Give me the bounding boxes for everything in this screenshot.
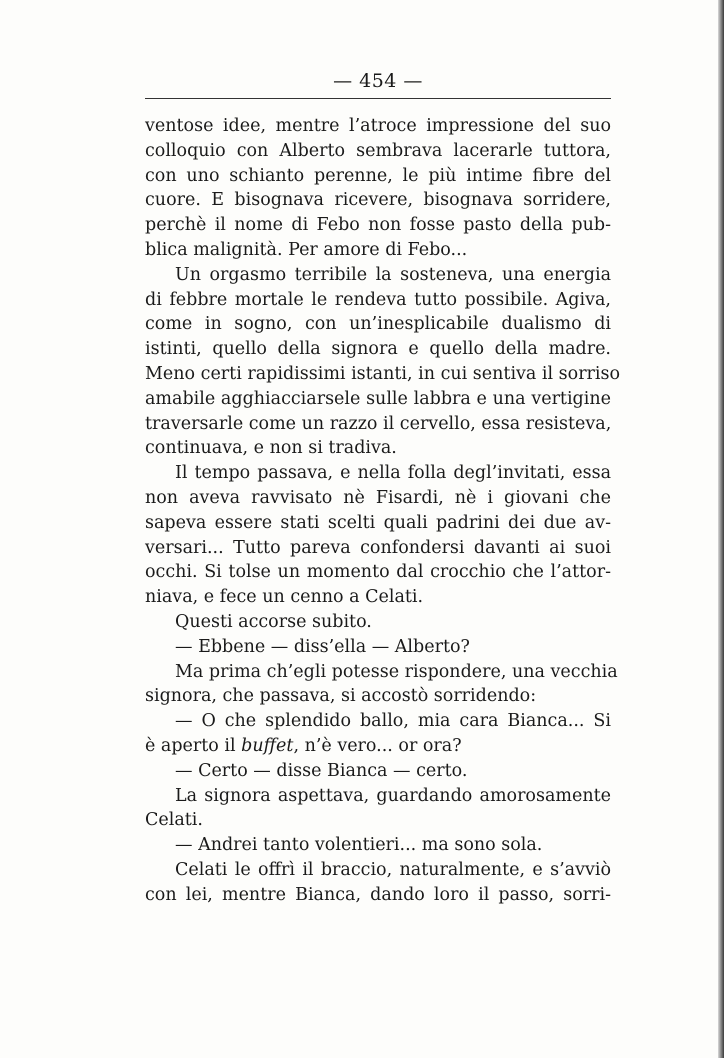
italic-word: buffet [241, 735, 294, 756]
text-line: Celati le offrì il braccio, naturalmente, e s’avviò [175, 859, 611, 880]
text-line: traversarle come un razzo il cervello, essa resisteva, [145, 413, 612, 434]
text-line: con lei, mentre Bianca, dando loro il passo, sorri- [145, 884, 611, 905]
text-line: — O che splendido ballo, mia cara Bianca... Si [175, 711, 611, 732]
text-line: Ma prima ch’egli potesse rispondere, una vecchia [175, 661, 618, 682]
header-rule [145, 98, 611, 99]
text-line: non aveva ravvisato nè Fisardi, nè i giovani che [145, 487, 611, 508]
text-line: versari... Tutto pareva confondersi davanti ai suoi [145, 537, 611, 558]
text-line: La signora aspettava, guardando amorosamente [175, 785, 611, 806]
text-line: blica malignità. Per amore di Febo... [145, 239, 468, 260]
text-line: di febbre mortale le rendeva tutto possibile. Agiva, [145, 289, 611, 310]
text-line: cuore. E bisognava ricevere, bisognava sorridere, [145, 190, 611, 211]
text-line: come in sogno, con un’inesplicabile dualismo di [145, 314, 611, 335]
text-line: perchè il nome di Febo non fosse pasto della pub- [145, 215, 611, 236]
text-line: signora, che passava, si accostò sorridendo: [145, 686, 537, 707]
text-line: sapeva essere stati scelti quali padrini dei due av- [145, 512, 611, 533]
text-line: Il tempo passava, e nella folla degl’invitati, essa [175, 463, 611, 484]
text-line: — Certo — disse Bianca — certo. [175, 760, 468, 781]
text-line: Celati. [145, 810, 203, 831]
text-line: Questi accorse subito. [175, 611, 372, 632]
text-line: — Ebbene — diss’ella — Alberto? [175, 636, 470, 657]
text-line: Meno certi rapidissimi istanti, in cui sentiva il sorriso [145, 363, 621, 384]
text-line: colloquio con Alberto sembrava lacerarle tuttora, [145, 140, 611, 161]
text-line: amabile agghiacciarsele sulle labbra e una vertigine [145, 388, 611, 409]
page-binding-edge [718, 0, 724, 1058]
text-line: è aperto il buffet, n’è vero... or ora? [145, 735, 462, 756]
text-line: Un orgasmo terribile la sosteneva, una energia [175, 264, 611, 285]
text-line: continuava, e non si tradiva. [145, 438, 397, 459]
text-line: niava, e fece un cenno a Celati. [145, 587, 424, 608]
text-line: ventose idee, mentre l’atroce impressione del suo [145, 116, 611, 136]
text-line: — Andrei tanto volentieri... ma sono sola. [175, 835, 543, 856]
text-line: occhi. Si tolse un momento dal crocchio che l’attor- [145, 562, 611, 583]
body-text [145, 114, 621, 908]
text-line: istinti, quello della signora e quello della madre. [145, 339, 611, 360]
text-line: con uno schianto perenne, le più intime fibre del [145, 165, 611, 186]
page-number: — 454 — [333, 70, 423, 92]
